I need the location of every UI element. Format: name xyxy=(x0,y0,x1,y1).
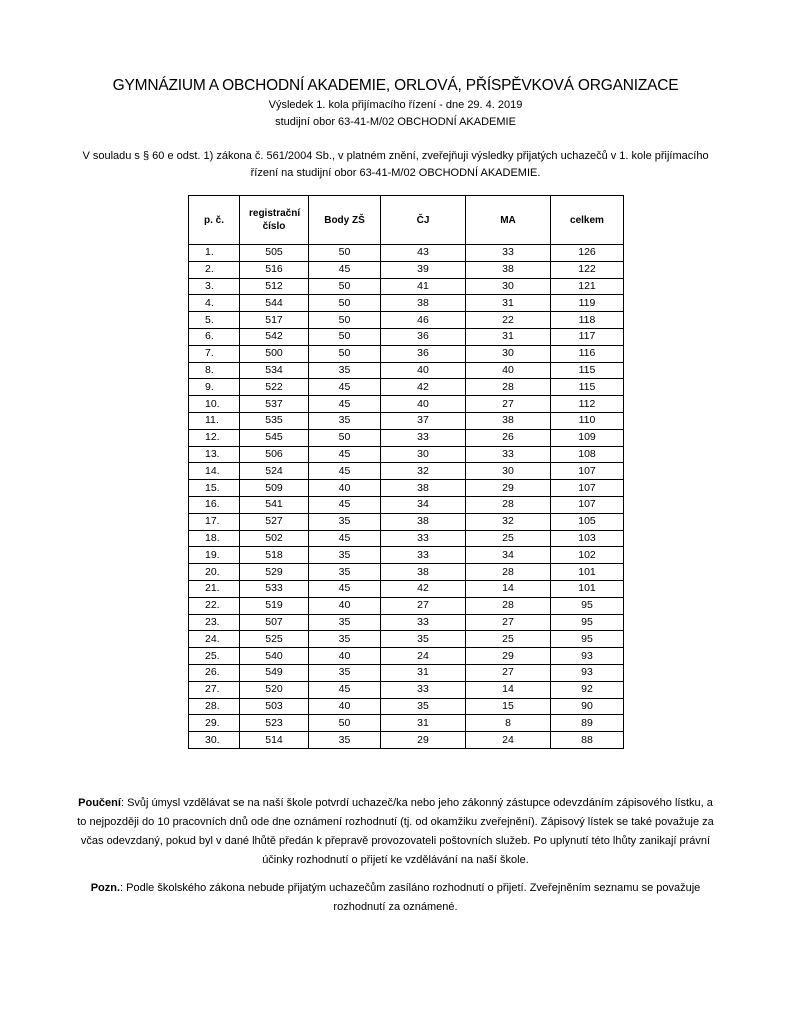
school-points-cell: 35 xyxy=(309,664,381,681)
table-row xyxy=(189,564,624,581)
school-points-cell: 45 xyxy=(309,580,381,597)
school-points-cell: 45 xyxy=(309,496,381,513)
table-row xyxy=(189,530,624,547)
table-row xyxy=(189,446,624,463)
order-cell: 5. xyxy=(189,312,240,329)
school-points-cell: 35 xyxy=(309,362,381,379)
order-cell: 19. xyxy=(189,547,240,564)
czech-score-cell: 41 xyxy=(381,278,466,295)
registration-number-cell: 534 xyxy=(240,362,309,379)
registration-number-cell: 537 xyxy=(240,396,309,413)
czech-score-cell: 30 xyxy=(381,446,466,463)
table-row xyxy=(189,664,624,681)
column-header-registration-text: registrační číslo xyxy=(249,208,301,232)
table-row xyxy=(189,396,624,413)
registration-number-cell: 502 xyxy=(240,530,309,547)
table-row xyxy=(189,312,624,329)
math-score-cell: 26 xyxy=(466,429,551,446)
results-table-head xyxy=(189,196,624,245)
total-score-cell: 107 xyxy=(551,496,624,513)
order-cell: 20. xyxy=(189,564,240,581)
column-header-czech: ČJ xyxy=(381,196,466,245)
order-cell: 1. xyxy=(189,245,240,262)
order-cell: 13. xyxy=(189,446,240,463)
math-score-cell: 38 xyxy=(466,261,551,278)
school-points-cell: 45 xyxy=(309,261,381,278)
table-row xyxy=(189,732,624,749)
czech-score-cell: 27 xyxy=(381,597,466,614)
registration-number-cell: 507 xyxy=(240,614,309,631)
school-points-cell: 50 xyxy=(309,429,381,446)
total-score-cell: 107 xyxy=(551,480,624,497)
table-row xyxy=(189,631,624,648)
remark-note xyxy=(74,879,717,917)
order-cell: 6. xyxy=(189,328,240,345)
registration-number-cell: 514 xyxy=(240,732,309,749)
math-score-cell: 29 xyxy=(466,648,551,665)
czech-score-cell: 38 xyxy=(381,480,466,497)
table-row xyxy=(189,412,624,429)
total-score-cell: 89 xyxy=(551,715,624,732)
order-cell: 17. xyxy=(189,513,240,530)
document-title: GYMNÁZIUM A OBCHODNÍ AKADEMIE, ORLOVÁ, PŘÍSPĚVKOVÁ ORGANIZACE xyxy=(112,77,679,94)
czech-score-cell: 32 xyxy=(381,463,466,480)
math-score-cell: 30 xyxy=(466,345,551,362)
order-cell: 26. xyxy=(189,664,240,681)
order-cell: 4. xyxy=(189,295,240,312)
school-points-cell: 35 xyxy=(309,547,381,564)
school-points-cell: 45 xyxy=(309,396,381,413)
czech-score-cell: 33 xyxy=(381,530,466,547)
registration-number-cell: 524 xyxy=(240,463,309,480)
column-header-school-points: Body ZŠ xyxy=(309,196,381,245)
instruction-note-label: Poučení xyxy=(78,797,121,809)
math-score-cell: 32 xyxy=(466,513,551,530)
math-score-cell: 38 xyxy=(466,412,551,429)
math-score-cell: 25 xyxy=(466,631,551,648)
school-points-cell: 40 xyxy=(309,480,381,497)
total-score-cell: 103 xyxy=(551,530,624,547)
registration-number-cell: 519 xyxy=(240,597,309,614)
registration-number-cell: 503 xyxy=(240,698,309,715)
math-score-cell: 33 xyxy=(466,245,551,262)
math-score-cell: 33 xyxy=(466,446,551,463)
total-score-cell: 95 xyxy=(551,597,624,614)
total-score-cell: 101 xyxy=(551,580,624,597)
czech-score-cell: 38 xyxy=(381,564,466,581)
table-row xyxy=(189,463,624,480)
registration-number-cell: 520 xyxy=(240,681,309,698)
order-cell: 9. xyxy=(189,379,240,396)
school-points-cell: 35 xyxy=(309,564,381,581)
total-score-cell: 95 xyxy=(551,631,624,648)
registration-number-cell: 549 xyxy=(240,664,309,681)
table-row xyxy=(189,480,624,497)
total-score-cell: 108 xyxy=(551,446,624,463)
result-date-subtitle: Výsledek 1. kola přijímacího řízení - dne 29. 4. 2019 xyxy=(268,99,523,111)
registration-number-cell: 535 xyxy=(240,412,309,429)
remark-note-label: Pozn. xyxy=(90,882,121,894)
registration-number-cell: 545 xyxy=(240,429,309,446)
table-row xyxy=(189,614,624,631)
order-cell: 14. xyxy=(189,463,240,480)
registration-number-cell: 523 xyxy=(240,715,309,732)
registration-number-cell: 541 xyxy=(240,496,309,513)
table-row xyxy=(189,496,624,513)
total-score-cell: 88 xyxy=(551,732,624,749)
table-row xyxy=(189,715,624,732)
school-points-cell: 50 xyxy=(309,328,381,345)
total-score-cell: 121 xyxy=(551,278,624,295)
math-score-cell: 28 xyxy=(466,597,551,614)
czech-score-cell: 36 xyxy=(381,328,466,345)
column-header-registration-number xyxy=(240,196,309,245)
czech-score-cell: 33 xyxy=(381,429,466,446)
table-row xyxy=(189,648,624,665)
registration-number-cell: 506 xyxy=(240,446,309,463)
school-points-cell: 45 xyxy=(309,530,381,547)
school-points-cell: 35 xyxy=(309,412,381,429)
math-score-cell: 40 xyxy=(466,362,551,379)
table-row xyxy=(189,698,624,715)
math-score-cell: 29 xyxy=(466,480,551,497)
registration-number-cell: 527 xyxy=(240,513,309,530)
total-score-cell: 102 xyxy=(551,547,624,564)
intro-paragraph: V souladu s § 60 e odst. 1) zákona č. 561/2004 Sb., v platném znění, zveřejňuji výsledky přijatých uchazečů v 1. kole přijímacího řízení na studijní obor 63-41-M/02 OBCHODNÍ AKADEMIE. xyxy=(82,150,709,179)
registration-number-cell: 518 xyxy=(240,547,309,564)
order-cell: 2. xyxy=(189,261,240,278)
school-points-cell: 40 xyxy=(309,597,381,614)
total-score-cell: 107 xyxy=(551,463,624,480)
order-cell: 15. xyxy=(189,480,240,497)
school-points-cell: 35 xyxy=(309,732,381,749)
order-cell: 12. xyxy=(189,429,240,446)
registration-number-cell: 509 xyxy=(240,480,309,497)
school-points-cell: 35 xyxy=(309,631,381,648)
registration-number-cell: 517 xyxy=(240,312,309,329)
czech-score-cell: 33 xyxy=(381,681,466,698)
total-score-cell: 93 xyxy=(551,648,624,665)
instruction-note-text: : Svůj úmysl vzdělávat se na naší škole potvrdí uchazeč/ka nebo jeho zákonný zástupce odevzdáním zápisového lístku, a to nejpozději do 10 pracovních dnů ode dne oznámení rozhodnutí (tj. od okamžiku zveřejnění). Zápisový lístek se také považuje za včas odevzdaný, pokud byl v dané lhůtě předán k přepravě provozovateli poštovních služeb. Po uplynutí této lhůty zanikají právní účinky rozhodnutí o přijetí ke vzdělávání na naší škole. xyxy=(77,797,714,866)
remark-note-text: : Podle školského zákona nebude přijatým uchazečům zasíláno rozhodnutí o přijetí. Zveřejněním seznamu se považuje rozhodnutí za oznámené. xyxy=(120,882,701,913)
czech-score-cell: 36 xyxy=(381,345,466,362)
registration-number-cell: 522 xyxy=(240,379,309,396)
czech-score-cell: 33 xyxy=(381,614,466,631)
total-score-cell: 115 xyxy=(551,362,624,379)
total-score-cell: 92 xyxy=(551,681,624,698)
math-score-cell: 31 xyxy=(466,295,551,312)
czech-score-cell: 35 xyxy=(381,698,466,715)
registration-number-cell: 542 xyxy=(240,328,309,345)
order-cell: 30. xyxy=(189,732,240,749)
total-score-cell: 93 xyxy=(551,664,624,681)
registration-number-cell: 505 xyxy=(240,245,309,262)
czech-score-cell: 39 xyxy=(381,261,466,278)
order-cell: 18. xyxy=(189,530,240,547)
total-score-cell: 90 xyxy=(551,698,624,715)
czech-score-cell: 40 xyxy=(381,396,466,413)
total-score-cell: 109 xyxy=(551,429,624,446)
order-cell: 28. xyxy=(189,698,240,715)
order-cell: 27. xyxy=(189,681,240,698)
school-points-cell: 50 xyxy=(309,245,381,262)
table-row xyxy=(189,513,624,530)
instruction-note xyxy=(74,794,717,870)
total-score-cell: 126 xyxy=(551,245,624,262)
table-row xyxy=(189,362,624,379)
registration-number-cell: 525 xyxy=(240,631,309,648)
czech-score-cell: 40 xyxy=(381,362,466,379)
math-score-cell: 31 xyxy=(466,328,551,345)
order-cell: 10. xyxy=(189,396,240,413)
registration-number-cell: 516 xyxy=(240,261,309,278)
math-score-cell: 27 xyxy=(466,614,551,631)
table-header-row xyxy=(189,196,624,245)
total-score-cell: 112 xyxy=(551,396,624,413)
total-score-cell: 119 xyxy=(551,295,624,312)
school-points-cell: 50 xyxy=(309,312,381,329)
table-row xyxy=(189,295,624,312)
registration-number-cell: 533 xyxy=(240,580,309,597)
total-score-cell: 116 xyxy=(551,345,624,362)
order-cell: 22. xyxy=(189,597,240,614)
math-score-cell: 25 xyxy=(466,530,551,547)
order-cell: 25. xyxy=(189,648,240,665)
czech-score-cell: 33 xyxy=(381,547,466,564)
order-cell: 29. xyxy=(189,715,240,732)
order-cell: 3. xyxy=(189,278,240,295)
table-row xyxy=(189,328,624,345)
school-points-cell: 35 xyxy=(309,513,381,530)
school-points-cell: 50 xyxy=(309,278,381,295)
registration-number-cell: 540 xyxy=(240,648,309,665)
math-score-cell: 28 xyxy=(466,379,551,396)
table-row xyxy=(189,681,624,698)
czech-score-cell: 24 xyxy=(381,648,466,665)
school-points-cell: 50 xyxy=(309,295,381,312)
table-row xyxy=(189,261,624,278)
czech-score-cell: 38 xyxy=(381,295,466,312)
math-score-cell: 27 xyxy=(466,664,551,681)
school-points-cell: 50 xyxy=(309,715,381,732)
school-points-cell: 45 xyxy=(309,681,381,698)
czech-score-cell: 34 xyxy=(381,496,466,513)
table-row xyxy=(189,278,624,295)
total-score-cell: 118 xyxy=(551,312,624,329)
order-cell: 11. xyxy=(189,412,240,429)
czech-score-cell: 43 xyxy=(381,245,466,262)
total-score-cell: 117 xyxy=(551,328,624,345)
math-score-cell: 24 xyxy=(466,732,551,749)
order-cell: 23. xyxy=(189,614,240,631)
total-score-cell: 101 xyxy=(551,564,624,581)
study-program-subtitle: studijní obor 63-41-M/02 OBCHODNÍ AKADEMIE xyxy=(275,116,516,128)
registration-number-cell: 544 xyxy=(240,295,309,312)
school-points-cell: 45 xyxy=(309,446,381,463)
school-points-cell: 40 xyxy=(309,698,381,715)
math-score-cell: 30 xyxy=(466,463,551,480)
results-table xyxy=(188,195,624,749)
table-row xyxy=(189,547,624,564)
czech-score-cell: 31 xyxy=(381,715,466,732)
registration-number-cell: 500 xyxy=(240,345,309,362)
total-score-cell: 110 xyxy=(551,412,624,429)
order-cell: 7. xyxy=(189,345,240,362)
order-cell: 21. xyxy=(189,580,240,597)
czech-score-cell: 31 xyxy=(381,664,466,681)
results-table-body xyxy=(189,245,624,749)
czech-score-cell: 35 xyxy=(381,631,466,648)
math-score-cell: 14 xyxy=(466,681,551,698)
czech-score-cell: 42 xyxy=(381,580,466,597)
table-row xyxy=(189,429,624,446)
school-points-cell: 40 xyxy=(309,648,381,665)
school-points-cell: 45 xyxy=(309,379,381,396)
math-score-cell: 27 xyxy=(466,396,551,413)
czech-score-cell: 46 xyxy=(381,312,466,329)
column-header-math: MA xyxy=(466,196,551,245)
school-points-cell: 35 xyxy=(309,614,381,631)
table-row xyxy=(189,379,624,396)
registration-number-cell: 512 xyxy=(240,278,309,295)
math-score-cell: 8 xyxy=(466,715,551,732)
registration-number-cell: 529 xyxy=(240,564,309,581)
total-score-cell: 95 xyxy=(551,614,624,631)
math-score-cell: 28 xyxy=(466,564,551,581)
czech-score-cell: 38 xyxy=(381,513,466,530)
table-row xyxy=(189,245,624,262)
table-row xyxy=(189,345,624,362)
total-score-cell: 115 xyxy=(551,379,624,396)
math-score-cell: 28 xyxy=(466,496,551,513)
order-cell: 8. xyxy=(189,362,240,379)
table-row xyxy=(189,597,624,614)
column-header-total: celkem xyxy=(551,196,624,245)
total-score-cell: 105 xyxy=(551,513,624,530)
math-score-cell: 30 xyxy=(466,278,551,295)
column-header-order: p. č. xyxy=(189,196,240,245)
czech-score-cell: 37 xyxy=(381,412,466,429)
czech-score-cell: 29 xyxy=(381,732,466,749)
total-score-cell: 122 xyxy=(551,261,624,278)
math-score-cell: 34 xyxy=(466,547,551,564)
school-points-cell: 45 xyxy=(309,463,381,480)
math-score-cell: 22 xyxy=(466,312,551,329)
order-cell: 24. xyxy=(189,631,240,648)
czech-score-cell: 42 xyxy=(381,379,466,396)
school-points-cell: 50 xyxy=(309,345,381,362)
math-score-cell: 15 xyxy=(466,698,551,715)
math-score-cell: 14 xyxy=(466,580,551,597)
table-row xyxy=(189,580,624,597)
order-cell: 16. xyxy=(189,496,240,513)
